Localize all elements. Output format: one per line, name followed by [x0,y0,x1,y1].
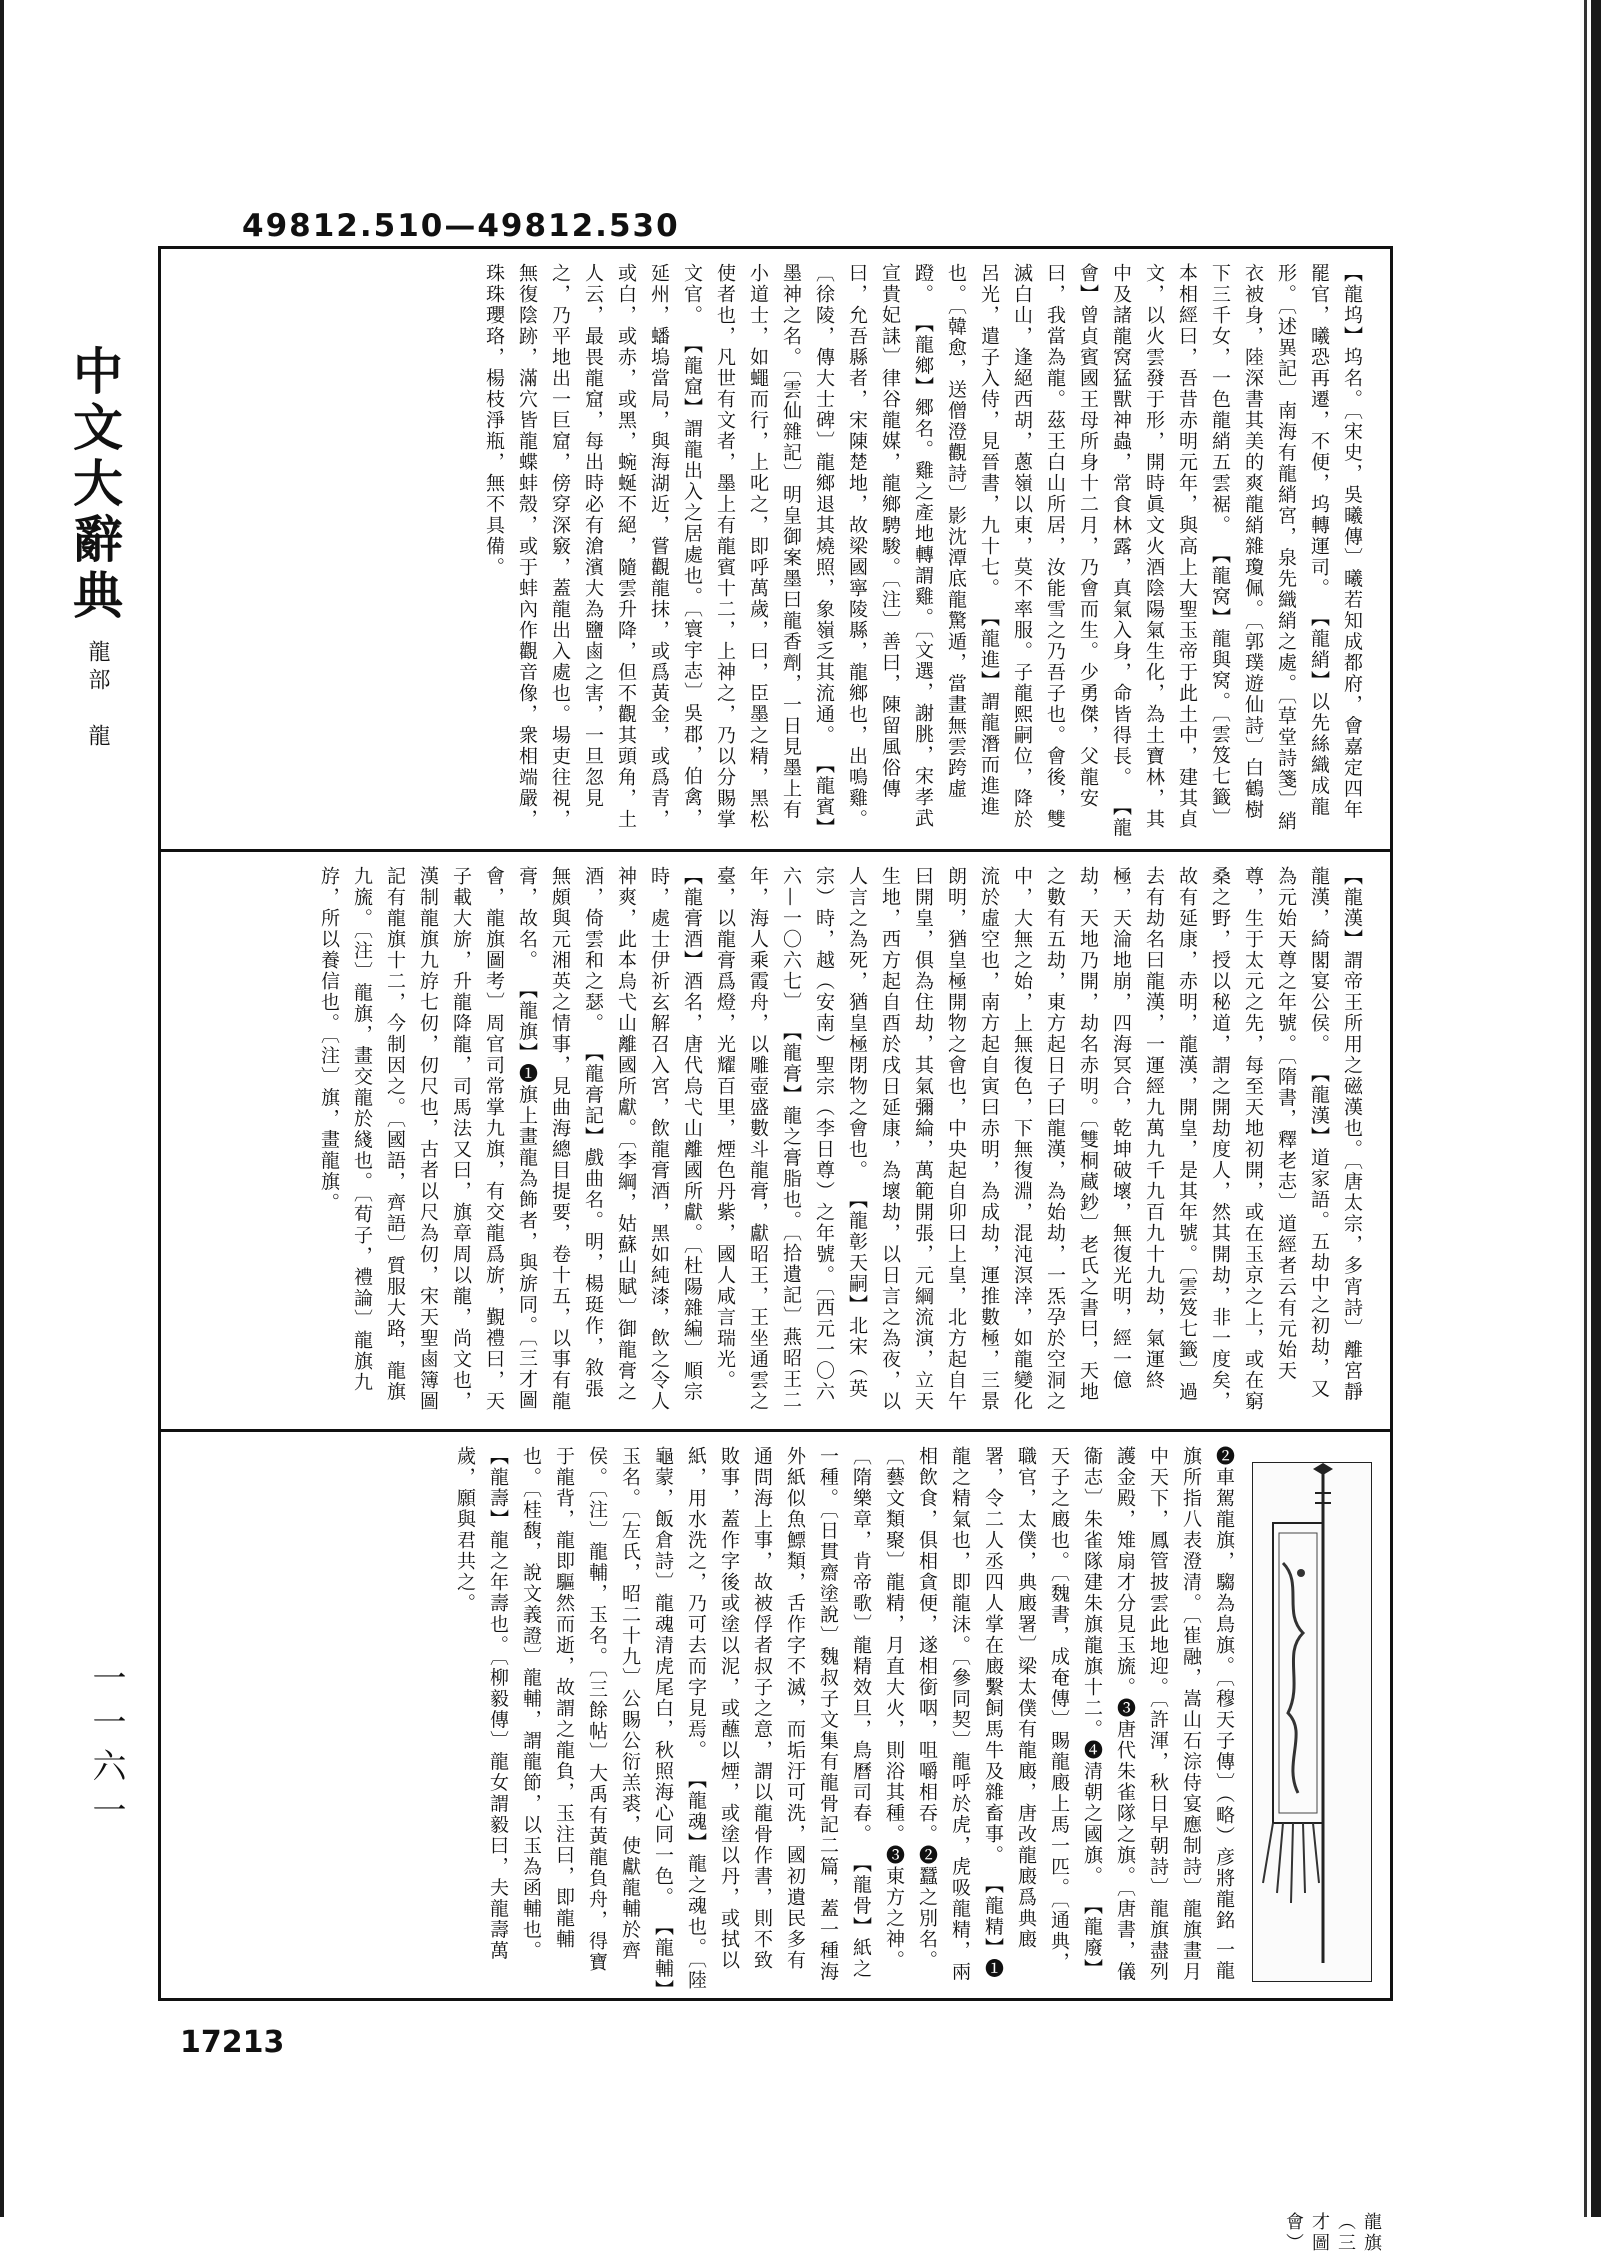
entry: 【龍魂】龍之魂也。〔陸龜蒙，飯倉詩〕龍魂清虎尾白，秋照海心同一色。 [652,1446,707,1991]
entry: 【龍骨】紙之一種。〔日貫齋塗說〕魏叔子文集有龍骨記二篇，蓋一種海外紙似魚鰾類，舌作字不滅，而垢汙可洗，國初遺民多有通問海上事，故被俘者叔子之意，謂以龍骨作書，則不致敗事，蓋作字後或塗以泥，或蘸以煙，或塗以丹，或拭以紙，用水洗之，乃可去而字見焉。 [685,1446,872,1983]
section-middle [161,849,1390,1429]
entry: 【龍膏酒】酒名，唐代烏弋山離國所獻。〔杜陽雜編〕順宗時，處士伊祈玄解召入宮，飲龍膏酒，黑如純漆，飲之令人神爽，此本烏弋山離國所獻。〔李綱，姑蘇山賦〕御龍膏之酒，倚雲和之瑟。 [582,866,703,1412]
entry: 【龍窟】謂龍出入之居處也。〔寰宇志〕吳郡，伯禽，延州，蟠塢當局，與海湖近，嘗觀龍抹，或爲黃金，或爲青，或白，或赤，或黑，蜿蜒不絕，隨雲升降，但不觀其頭角，土人云，最畏龍窟，每出時必有滄濱大為鹽鹵之害，一旦忽見之，乃平地出一巨窟，傍穿深竅，蓋龍出入處也。場吏往視，無復陰跡，滿穴皆龍蝶蚌殼，或于蚌內作觀音像，衆相端嚴，珠珠瓔珞，楊枝淨瓶，無不具備。 [483,263,703,830]
entry: ❷車駕龍旗，騶為鳥旗。〔穆天子傳〕（略）彦將龍銘 [1213,1446,1235,1931]
entry: 【龍彰天嗣】北宋（英宗）時，越（安南）聖宗（李日尊）之年號。〔西元一〇六六—一〇六七〕 [780,866,868,1403]
entry: 【龍坞】坞名。〔宋史，吳曦傳〕曦若知成都府，會嘉定四年罷官，曦恐再遷，不便，坞轉運司。 [1308,263,1363,821]
section-bottom-text [183,1446,1240,1991]
entry: 【龍廢】天子之廄也。〔魏書，成奄傳〕賜龍廄上馬一匹。〔通典，職官，太僕，典廄署〕梁太僕有龍廄，唐改龍廄爲典廄署，令二人丞四人掌在廄繫飼馬牛及雜畜事。 [982,1446,1103,1980]
dragon-banner-drawing [1253,1463,1373,1983]
section-middle-text [183,866,1368,1419]
section-top [161,249,1390,849]
entry: 【龍進】謂龍潛而進進也。〔韓愈，送僧澄觀詩〕影沈潭底龍驚遁，當畫無雲跨虛蹬。 [912,263,1000,818]
entry: 【龍會】曾貞賓國王母所身十二月，乃會而生。少勇傑，父龍安曰，我當為龍。茲王白山所居，汝能雪之乃吾子也。會後，雙滅白山，逢絕西胡，蔥嶺以東，莫不率服。子龍熙嗣位，降於呂光，遣子入侍，見晉書，九十七。 [978,263,1132,839]
entry: 一龍旗所指八表澄清。〔崔融，嵩山石淙侍宴應制詩〕龍旗畫月中天下，鳳管披雲此地迎。〔許渾，秋日早朝詩〕龍旗盡列護金殿，雉扇才分見玉旒。❸唐代朱雀隊之旗。〔唐書，儀衞志〕朱雀隊建朱旗龍旗十二。❹清朝之國旗。 [1081,1446,1235,1983]
entry: 【龍漢】道家語。五劫中之初劫，又為元始天尊之年號。〔隋書，釋老志〕道經者云有元始天尊，生于太元之先，每至天地初開，或在玉京之上，或在窮桑之野，授以秘道，謂之開劫度人，然其開劫，非一度矣，故有延康，赤明，龍漢，開皇，是其年號。〔雲笈七籤〕過去有劫名曰龍漢，一運經九萬九千九百九十九劫，氣運終極，天淪地崩，四海冥合，乾坤破壞，無復光明，經一億劫，天地乃開，劫名赤明。〔雙桐蔵鈔〕老氏之書曰，天地之數有五劫，東方起日子曰龍漢，為始劫，一炁孕於空洞之中，大無之始，上無復色，下無復淵，混沌溟涬，如龍變化流於虛空也，南方起自寅曰赤明，為成劫，運推數極，三景朗明，猶皇極開物之會也，中央起自卯曰上皇，北方起自午曰開皇，俱為住劫，其氣彌綸，萬範開張，元綱流演，立天生地，西方起自酉於戌日延康，為壞劫，以日言之為夜，以人言之為死，猶皇極閉物之會也。 [846,866,1330,1412]
entry: 【龍輔】玉名。〔左氏，昭二十九〕公賜公衍羔裘，使獻龍輔於齊侯。〔注〕龍輔，玉名。〔三餘帖〕大禹有黃龍負舟，得寶于龍背，龍即驅然而逝，故謂之龍負，玉注曰，即龍輔也。〔桂馥，說文義證〕龍輔，謂龍節，以玉為函輔也。 [520,1446,674,1991]
entry: 【龍膏】龍之膏脂也。〔拾遺記〕燕昭王二年，海人乘霞舟，以雕壺盛數斗龍膏，獻昭王，王坐通雲之臺，以龍膏爲燈，光耀百里，煙色丹紫，國人咸言瑞光。 [714,866,802,1412]
entry: 【龍綃】以先絲織成龍形。〔述異記〕南海有龍綃宮，泉先織綃之處。〔草堂詩箋〕綃衣被身，陸深書其美的爽龍綃雜瓊佩。〔郭璞遊仙詩〕白鶴樹下三千女，一色龍綃五雲裾。 [1209,263,1330,832]
scan-edge-right [1591,0,1601,2217]
figure-caption: 龍旗（三才圖會） [1283,2212,1382,2254]
entry: 【龍窝】龍與窝。〔雲笈七籤〕本相經曰，吾昔赤明元年，與高上大聖玉帝于此土中，建其貞文，以火雲發于形，開時眞文火酒陰陽氣生化，為土寶林，其中及諸龍窝猛獸神蟲，常食林露，真氣入身，命皆得長。 [1110,263,1231,830]
radical-subtitle: 龍部 龍 [85,640,110,752]
entry: 【龍鄉】郷名。雞之產地轉謂雞。〔文選，謝朓，宋孝武宣貴妃誄〕律谷龍媒，龍鄉騁駿。〔注〕善曰，陳留風俗傳曰，允吾縣者，宋陳楚地，故梁國寧陵縣，龍鄉也，出鳴雞。〔徐陵，傳大士碑〕龍鄉退其燒照，象嶺乏其流通。 [813,263,934,830]
footer-code: 17213 [180,2025,285,2060]
entry: 【龍漢】謂帝王所用之磁漢也。〔唐太宗，多宵詩〕離宮靜龍漢，綺閣宴公侯。 [1308,866,1363,1403]
dragon-banner-illustration [1252,1462,1372,1982]
entry: 【龍旗】❶旗上畫龍為飾者，與旂同。〔三才圖會，龍旗圖考〕周官司常掌九旗，有交龍爲旂，覲禮曰，天子載大旂，升龍降龍，司馬法又曰，旗章周以龍，尚文也，漢制龍旗九斿七仞，仞尺也，古者以尺為仞，宋天聖鹵簿圖記有龍旗十二，今制因之。〔國語，齊語〕質服大路，龍旗九旒。〔注〕龍旗，畫交龍於綫也。〔荀子，禮論〕龍旗九斿，所以養信也。〔注〕旗，畫龍旗。 [318,866,538,1412]
entry: 【龍精】❶龍之精氣也，即龍沫。〔參同契〕龍呼於虎，虎吸龍精，兩相飲食，俱相貪便，遂相銜咽，咀嚼相吞。❷蠶之別名。〔藝文類聚〕龍精，月直大火，則浴其種。❸東方之神。〔隋樂章，肯帝歌〕龍精效旦，鳥曆司春。 [850,1446,1004,1983]
scan-edge-left [0,0,4,2217]
entry: 【龍膏記】戲曲名。明，楊珽作，敘張無頗與元湘英之情事，見曲海總目提要，卷十五，以事有龍膏，故名。 [516,866,604,1412]
entry-range-header: 49812.510—49812.530 [242,208,680,244]
entry: 【龍賓】墨神之名。〔雲仙雜記〕明皇御案墨曰龍香劑，一日見墨上有小道士，如蠅而行，上叱之，即呼萬歲，曰，臣墨之精，黑松使者也，凡世有文者，墨上有龍賓十二，上神之，乃以分賜掌文官。 [681,263,835,839]
page-number: 一一六一 [86,1660,126,1836]
scan-edge-right-inner [1584,0,1587,2217]
section-top-text [183,263,1368,839]
book-title: 中文大辭典 [65,345,124,625]
entry: 【龍壽】龍之年壽也。〔柳毅傳〕龍女謂毅曰，夫龍壽萬歲，願與君共之。 [454,1446,509,1962]
